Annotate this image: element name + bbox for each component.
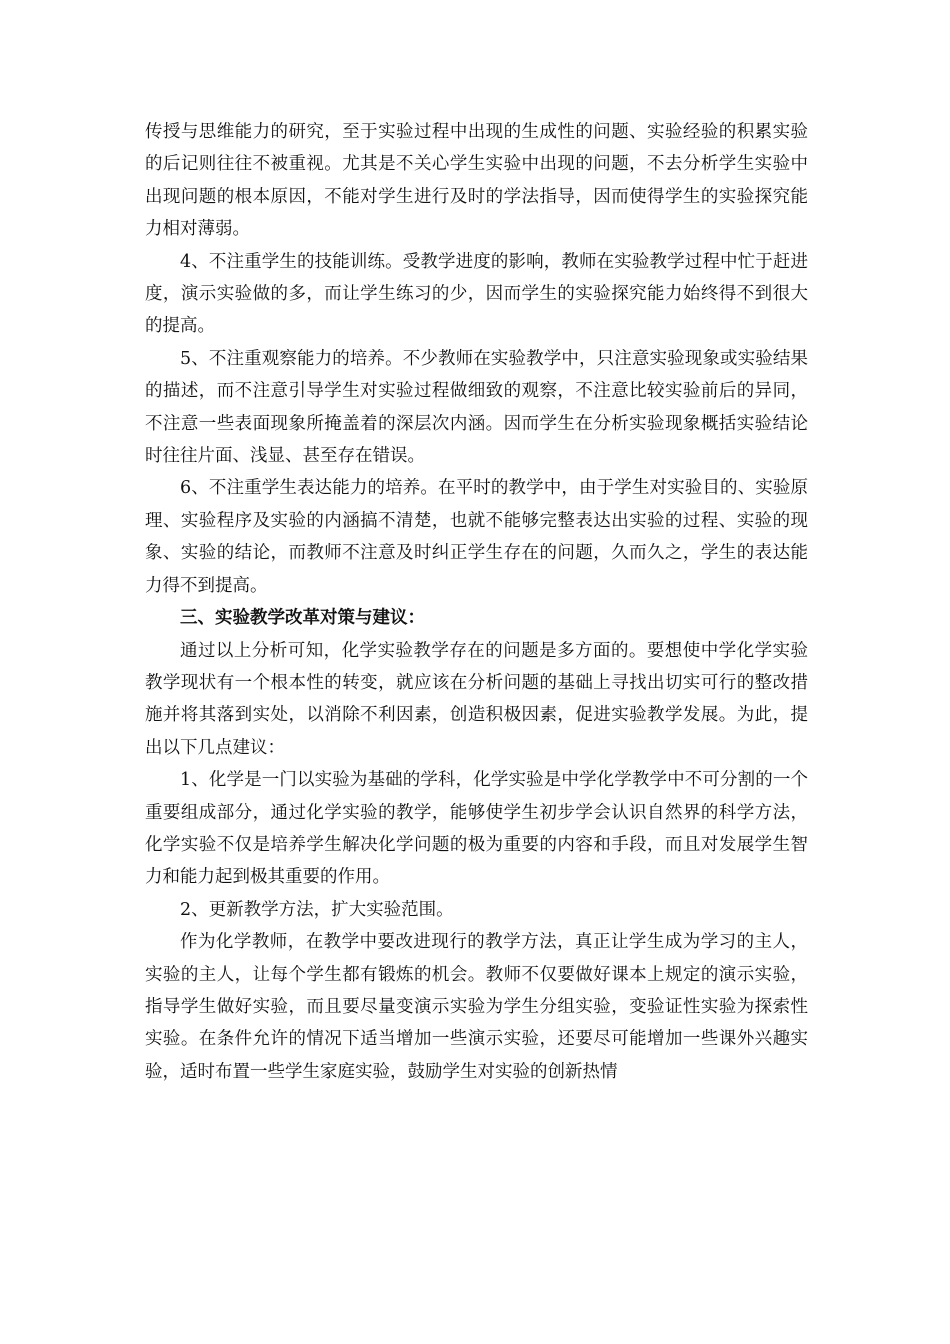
paragraph-point-6: 6、不注重学生表达能力的培养。在平时的教学中，由于学生对实验目的、实验原理、实验程序及实验的内涵搞不清楚，也就不能够完整表达出实验的过程、实验的现象、实验的结论，而教师不注意及时纠正学生存在的问题，久而久之，学生的表达能力得不到提高。 bbox=[145, 478, 808, 596]
paragraph-suggestion-1: 1、化学是一门以实验为基础的学科，化学实验是中学化学教学中不可分割的一个重要组成部分，通过化学实验的教学，能够使学生初步学会认识自然界的科学方法，化学实验不仅是培养学生解决化学问题的极为重要的内容和手段，而且对发展学生智力和能力起到极其重要的作用。 bbox=[145, 770, 808, 888]
paragraph-point-4: 4、不注重学生的技能训练。受教学进度的影响，教师在实验教学过程中忙于赶进度，演示实验做的多，而让学生练习的少，因而学生的实验探究能力始终得不到很大的提高。 bbox=[145, 251, 808, 337]
section-heading: 三、实验教学改革对策与建议： bbox=[180, 608, 425, 629]
document-body bbox=[145, 116, 808, 1088]
paragraph-suggestion-2-title: 2、更新教学方法，扩大实验范围。 bbox=[180, 899, 454, 920]
paragraph-continuation: 传授与思维能力的研究，至于实验过程中出现的生成性的问题、实验经验的积累实验的后记则往往不被重视。尤其是不关心学生实验中出现的问题，不去分析学生实验中出现问题的根本原因，不能对学生进行及时的学法指导，因而使得学生的实验探究能力相对薄弱。 bbox=[145, 122, 808, 240]
paragraph-intro: 通过以上分析可知，化学实验教学存在的问题是多方面的。要想使中学化学实验教学现状有一个根本性的转变，就应该在分析问题的基础上寻找出切实可行的整改措施并将其落到实处，以消除不利因素，创造积极因素，促进实验教学发展。为此，提出以下几点建议： bbox=[145, 640, 808, 758]
paragraph-point-5: 5、不注重观察能力的培养。不少教师在实验教学中，只注意实验现象或实验结果的描述，而不注意引导学生对实验过程做细致的观察，不注意比较实验前后的异同，不注意一些表面现象所掩盖着的深层次内涵。因而学生在分析实验现象概括实验结论时往往片面、浅显、甚至存在错误。 bbox=[145, 348, 808, 467]
paragraph-suggestion-2-body: 作为化学教师，在教学中要改进现行的教学方法，真正让学生成为学习的主人，实验的主人，让每个学生都有锻炼的机会。教师不仅要做好课本上规定的演示实验，指导学生做好实验，而且要尽量变演示实验为学生分组实验，变验证性实验为探索性实验。在条件允许的情况下适当增加一些演示实验，还要尽可能增加一些课外兴趣实验，适时布置一些学生家庭实验，鼓励学生对实验的创新热情 bbox=[145, 932, 808, 1082]
